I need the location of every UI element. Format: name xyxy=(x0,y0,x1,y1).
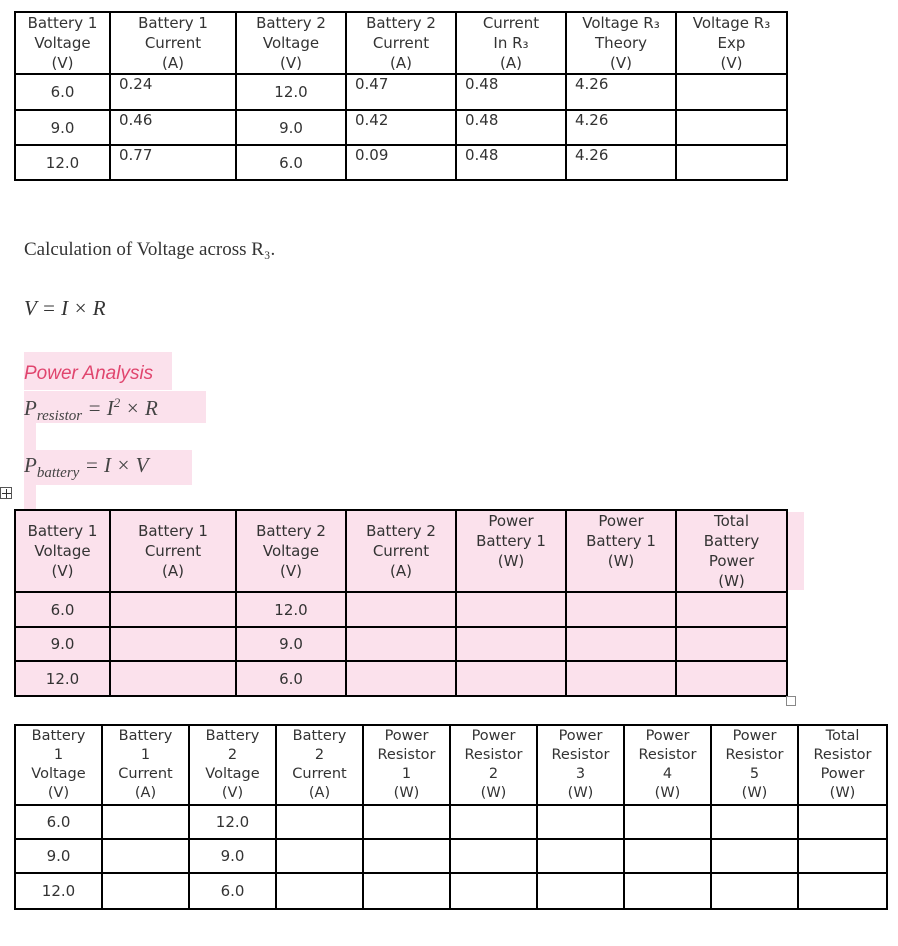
table-cell[interactable] xyxy=(676,145,787,180)
table-cell[interactable]: 6.0 xyxy=(15,592,110,627)
table-cell[interactable] xyxy=(450,839,537,873)
header-cell: Battery 1 Voltage (V) xyxy=(15,510,110,592)
header-cell: Power Resistor 4 (W) xyxy=(624,725,711,805)
table-move-handle-icon[interactable] xyxy=(0,487,12,499)
table-header-row xyxy=(15,510,787,592)
table-header-row xyxy=(15,725,887,805)
header-cell: Battery 2 Voltage (V) xyxy=(189,725,276,805)
table-row xyxy=(15,873,887,909)
table-cell[interactable]: 0.42 xyxy=(346,110,456,145)
table-cell[interactable] xyxy=(102,873,189,909)
table-cell[interactable] xyxy=(676,627,787,661)
table-cell[interactable]: 0.48 xyxy=(456,110,566,145)
table-cell[interactable] xyxy=(566,627,676,661)
calculation-heading: Calculation of Voltage across R₃. xyxy=(24,239,276,260)
table-cell[interactable]: 6.0 xyxy=(236,661,346,696)
resistor-power-table xyxy=(14,724,888,910)
header-cell: Battery 1 Current (A) xyxy=(102,725,189,805)
table-cell[interactable]: 4.26 xyxy=(566,145,676,180)
table-cell[interactable]: 12.0 xyxy=(189,805,276,839)
table-row xyxy=(15,661,787,696)
table-cell[interactable] xyxy=(798,839,887,873)
header-cell: Power Resistor 2 (W) xyxy=(450,725,537,805)
table-cell[interactable]: 12.0 xyxy=(236,592,346,627)
header-cell: Battery 1 Current (A) xyxy=(110,510,236,592)
table-cell[interactable] xyxy=(450,873,537,909)
table-cell[interactable]: 6.0 xyxy=(189,873,276,909)
table-cell[interactable]: 12.0 xyxy=(15,145,110,180)
table-cell[interactable] xyxy=(450,805,537,839)
table-row xyxy=(15,839,887,873)
table-cell[interactable]: 4.26 xyxy=(566,74,676,110)
table-cell[interactable] xyxy=(363,839,450,873)
table-cell[interactable] xyxy=(363,873,450,909)
table-cell[interactable]: 9.0 xyxy=(15,839,102,873)
table-cell[interactable] xyxy=(711,805,798,839)
table-cell[interactable] xyxy=(537,805,624,839)
highlight-strip xyxy=(786,512,804,590)
table-cell[interactable] xyxy=(276,805,363,839)
table-row xyxy=(15,805,887,839)
table-cell[interactable] xyxy=(363,805,450,839)
table-cell[interactable]: 9.0 xyxy=(15,110,110,145)
table-cell[interactable]: 9.0 xyxy=(236,110,346,145)
table-cell[interactable]: 9.0 xyxy=(236,627,346,661)
table-cell[interactable] xyxy=(798,805,887,839)
table-cell[interactable] xyxy=(537,839,624,873)
table-cell[interactable] xyxy=(346,661,456,696)
header-cell: Voltage R₃ Theory (V) xyxy=(566,12,676,74)
table-cell[interactable] xyxy=(346,592,456,627)
table-cell[interactable] xyxy=(276,839,363,873)
header-cell: Total Resistor Power (W) xyxy=(798,725,887,805)
table-row xyxy=(15,145,787,180)
battery-power-table xyxy=(14,509,788,697)
header-cell: Power Resistor 1 (W) xyxy=(363,725,450,805)
table-cell[interactable] xyxy=(711,873,798,909)
results-table-voltage xyxy=(14,11,788,181)
header-cell: Power Battery 1 (W) xyxy=(456,510,566,592)
header-cell: Battery 1 Voltage (V) xyxy=(15,725,102,805)
header-cell: Battery 2 Voltage (V) xyxy=(236,12,346,74)
header-cell: Power Resistor 3 (W) xyxy=(537,725,624,805)
table-cell[interactable] xyxy=(676,661,787,696)
table-cell[interactable]: 0.48 xyxy=(456,145,566,180)
table-row xyxy=(15,74,787,110)
table-cell[interactable] xyxy=(110,592,236,627)
table-cell[interactable]: 0.46 xyxy=(110,110,236,145)
table-cell[interactable]: 6.0 xyxy=(15,74,110,110)
resistor-power-formula: $P_{resistor} = I^2 \times R$ xyxy=(24,395,158,424)
table-cell[interactable] xyxy=(456,627,566,661)
header-cell: Current In R₃ (A) xyxy=(456,12,566,74)
header-cell: Battery 2 Voltage (V) xyxy=(236,510,346,592)
table-cell[interactable] xyxy=(676,110,787,145)
table-cell[interactable] xyxy=(456,661,566,696)
header-cell: Battery 1 Voltage (V) xyxy=(15,12,110,74)
header-cell: Battery 2 Current (A) xyxy=(346,510,456,592)
header-cell: Battery 1 Current (A) xyxy=(110,12,236,74)
table-cell[interactable] xyxy=(676,592,787,627)
table-cell[interactable] xyxy=(537,873,624,909)
table-cell[interactable] xyxy=(110,627,236,661)
table-row xyxy=(15,592,787,627)
table-cell[interactable] xyxy=(624,873,711,909)
header-cell: Power Battery 1 (W) xyxy=(566,510,676,592)
table-cell[interactable]: 12.0 xyxy=(15,873,102,909)
table-cell[interactable] xyxy=(676,74,787,110)
table-header-row xyxy=(15,12,787,74)
table-cell[interactable]: 4.26 xyxy=(566,110,676,145)
table-row xyxy=(15,627,787,661)
highlight-strip xyxy=(24,485,36,509)
table-cell[interactable]: 0.47 xyxy=(346,74,456,110)
table-cell[interactable]: 0.77 xyxy=(110,145,236,180)
table-cell[interactable] xyxy=(276,873,363,909)
table-cell[interactable]: 12.0 xyxy=(15,661,110,696)
table-cell[interactable] xyxy=(566,592,676,627)
table-cell[interactable]: 6.0 xyxy=(236,145,346,180)
table-cell[interactable] xyxy=(624,805,711,839)
table-cell[interactable] xyxy=(711,839,798,873)
table-cell[interactable]: 0.09 xyxy=(346,145,456,180)
header-cell: Battery 2 Current (A) xyxy=(276,725,363,805)
table-cell[interactable] xyxy=(102,839,189,873)
header-cell: Voltage R₃ Exp (V) xyxy=(676,12,787,74)
table-cell[interactable] xyxy=(624,839,711,873)
header-cell: Total Battery Power (W) xyxy=(676,510,787,592)
table-cell[interactable]: 0.48 xyxy=(456,74,566,110)
table-resize-handle-icon[interactable] xyxy=(786,696,796,706)
table-cell[interactable]: 6.0 xyxy=(15,805,102,839)
ohms-law-formula: V = I × R xyxy=(24,296,106,320)
highlight-strip xyxy=(24,423,36,450)
table-cell[interactable]: 9.0 xyxy=(15,627,110,661)
header-cell: Battery 2 Current (A) xyxy=(346,12,456,74)
table-cell[interactable]: 9.0 xyxy=(189,839,276,873)
table-cell[interactable]: 0.24 xyxy=(110,74,236,110)
table-cell[interactable]: 12.0 xyxy=(236,74,346,110)
table-cell[interactable] xyxy=(456,592,566,627)
table-cell[interactable] xyxy=(102,805,189,839)
table-row xyxy=(15,110,787,145)
table-cell[interactable] xyxy=(798,873,887,909)
battery-power-formula: $P_{battery} = I \times V$ xyxy=(24,453,149,481)
table-cell[interactable] xyxy=(110,661,236,696)
header-cell: Power Resistor 5 (W) xyxy=(711,725,798,805)
power-analysis-heading: Power Analysis xyxy=(24,363,154,384)
table-cell[interactable] xyxy=(566,661,676,696)
table-cell[interactable] xyxy=(346,627,456,661)
